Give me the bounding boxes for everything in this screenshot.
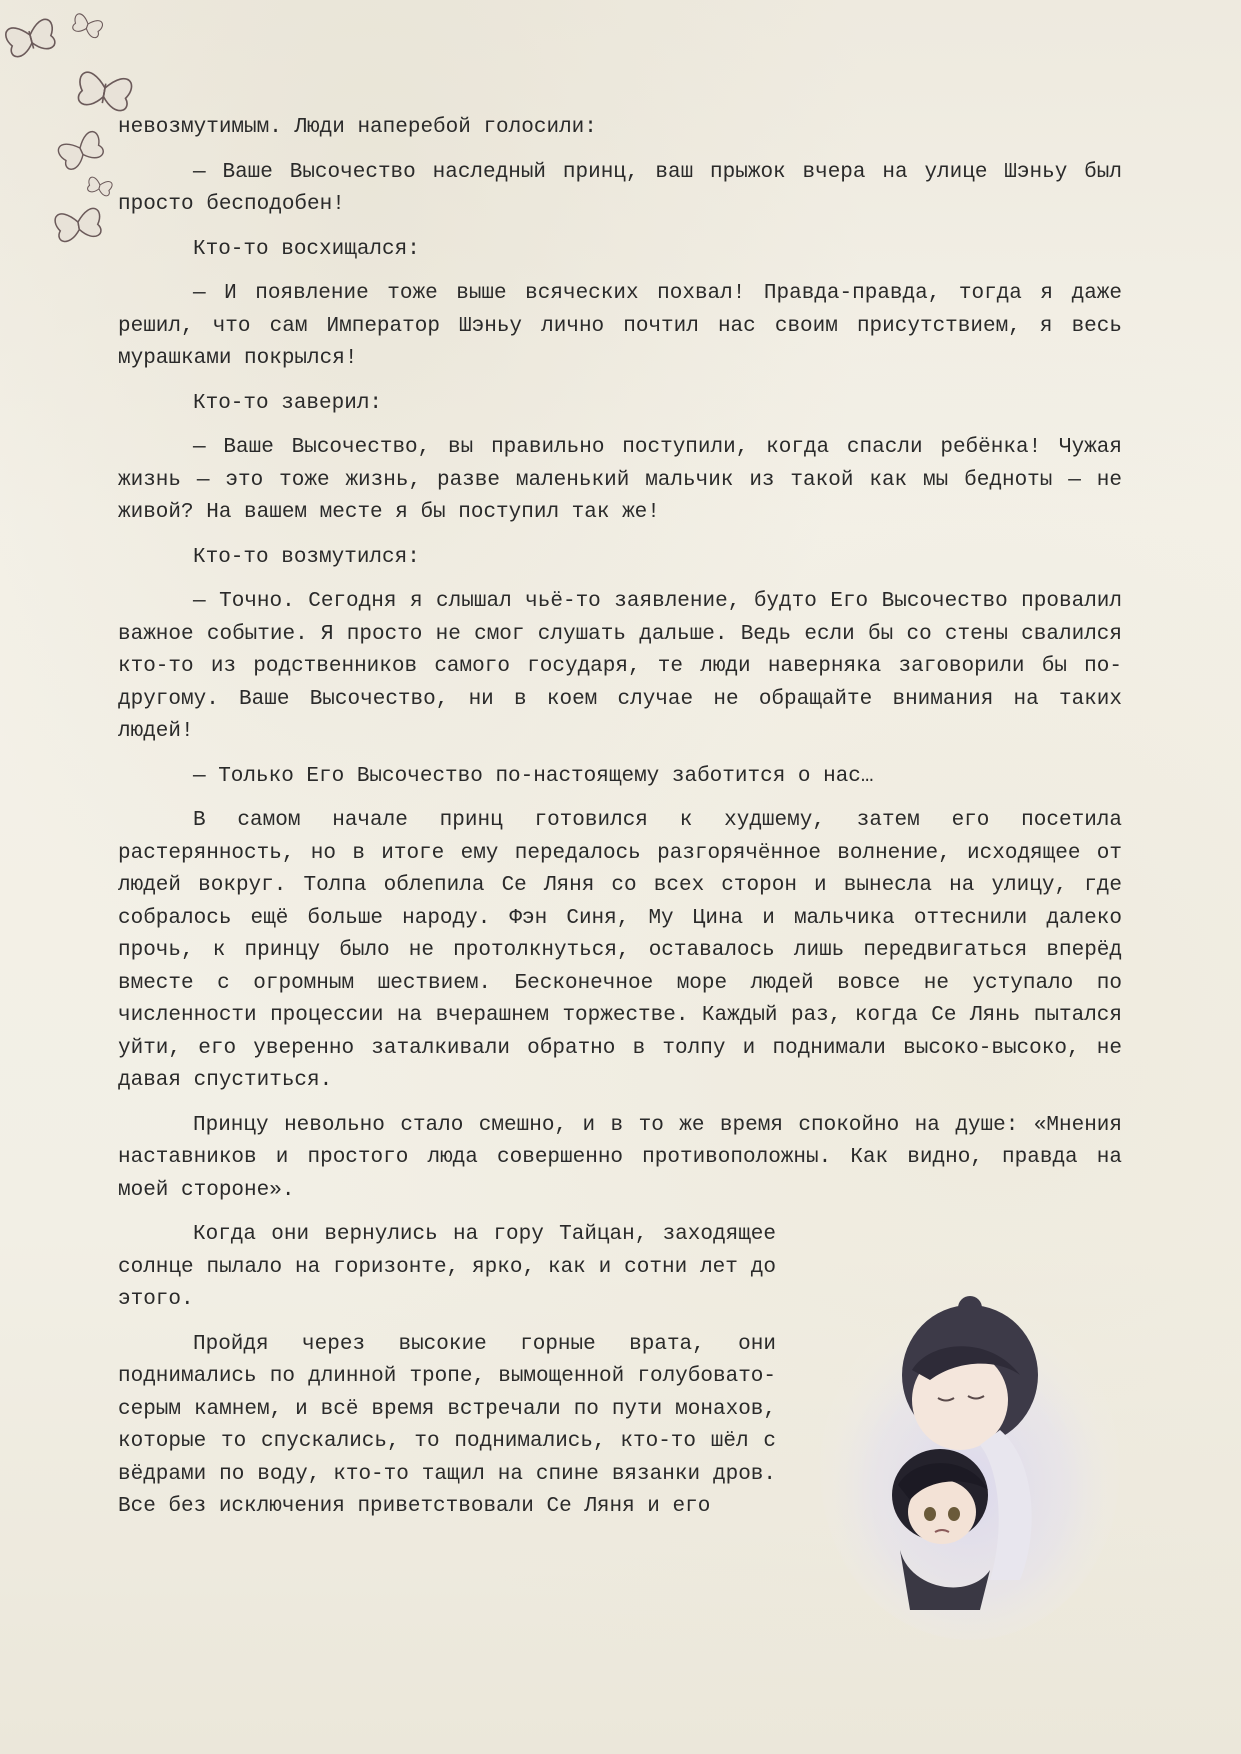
paragraph: невозмутимым. Люди наперебой голосили: — [118, 116, 597, 139]
paragraph: Кто-то возмутился: — [193, 545, 420, 569]
paragraph: Кто-то восхищался: — [193, 237, 420, 261]
paragraph: Пройдя через высокие горные врата, они поднимались по длинной тропе, вымощенной голубовато-серым камнем, и всё время встречали по пути монахов, которые то спускались, то поднимались, кто-то шёл с вёдрами по воду, кто-то тащил на спине вязанки дров. Все без исключения приветствовали Се Ляня и его — [118, 1332, 776, 1518]
butterfly-icon — [86, 176, 113, 196]
chibi-illustration — [820, 1280, 1120, 1640]
paragraph: Принцу невольно стало смешно, и в то же время спокойно на душе: «Мнения наставников и простого люда совершенно противоположны. Как видно, правда на моей стороне». — [118, 1113, 1122, 1202]
paragraph: Кто-то заверил: — [193, 391, 383, 415]
butterfly-icon — [56, 130, 106, 172]
butterfly-icon — [4, 18, 57, 59]
butterfly-icon — [76, 71, 133, 112]
paragraph: — Только Его Высочество по-настоящему заботится о нас… — [193, 764, 874, 788]
paragraph: Когда они вернулись на гору Тайцан, заходящее солнце пылало на горизонте, ярко, как и сотни лет до этого. — [118, 1223, 776, 1311]
paragraph: — Ваше Высочество наследный принц, ваш прыжок вчера на улице Шэньу был просто бесподобен! — [118, 160, 1122, 216]
paragraph: В самом начале принц готовился к худшему, затем его посетила растерянность, но в итоге ему передалось разгорячённое волнение, исходящее от людей вокруг. Толпа облепила Се Ляня со всех сторон и вынесла на улицу, где собралось ещё больше народу. Фэн Синя, Му Цина и мальчика оттеснили далеко прочь, к принцу было не протолкнуться, оставалось лишь передвигаться вперёд вместе с огромным шествием. Бесконечное море людей вовсе не уступало по численности процессии на вчерашнем торжестве. Каждый раз, когда Се Лянь пытался уйти, его уверенно заталкивали обратно в толпу и поднимали высоко-высоко, не давая спуститься. — [118, 809, 1122, 1092]
paragraph: — И появление тоже выше всяческих похвал! Правда-правда, тогда я даже решил, что сам Император Шэньу лично почтил нас своим присутствием, я весь мурашками покрылся! — [118, 282, 1122, 370]
paragraph: — Точно. Сегодня я слышал чьё-то заявление, будто Его Высочество провалил важное событие. Я просто не смог слушать дальше. Ведь если бы со стены свалился кто-то из родственников самого государя, те люди наверняка заговорили бы по-другому. Ваше Высочество, ни в коем случае не обращайте внимания на таких людей! — [118, 590, 1122, 743]
butterfly-icon — [71, 13, 104, 39]
butterfly-icon — [54, 207, 103, 242]
paragraph: — Ваше Высочество, вы правильно поступили, когда спасли ребёнка! Чужая жизнь — это тоже жизнь, разве маленький мальчик из такой как мы бедноты — не живой? На вашем месте я бы поступил так же! — [118, 436, 1122, 524]
